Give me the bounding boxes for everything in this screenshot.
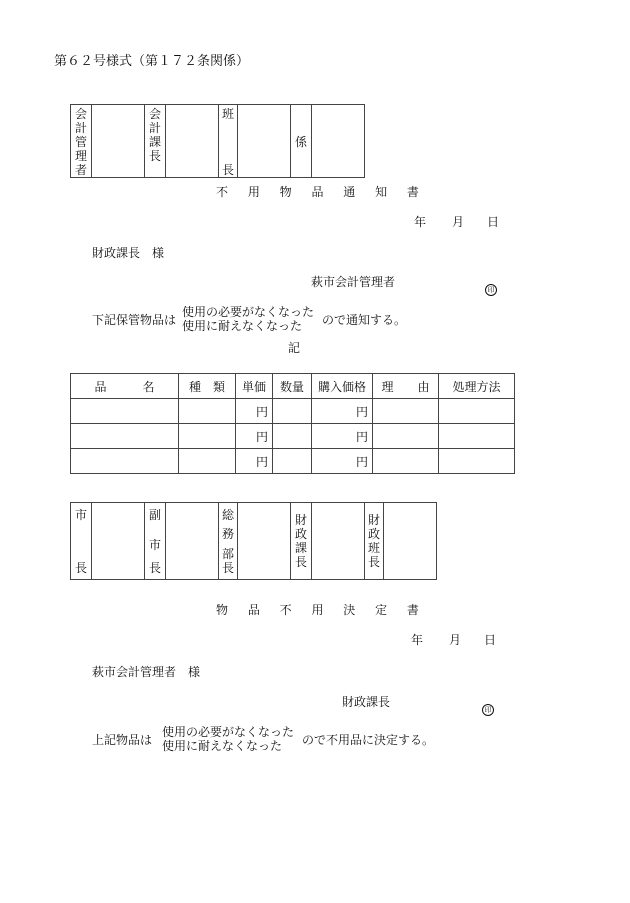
notice-title: 不 用 物 品 通 知 書 <box>216 185 427 199</box>
header-unit-price: 単価 <box>236 374 273 399</box>
notice-date-month: 月 <box>452 215 465 229</box>
cell-unit-price[interactable]: 円 <box>236 449 273 474</box>
stamp-label-hancho: 班 長 <box>219 105 238 178</box>
notice-sender: 萩市会計管理者 <box>311 275 396 289</box>
cell-quantity[interactable] <box>273 399 312 424</box>
stamp-box-zaisei-kacho[interactable] <box>312 503 365 580</box>
stamp-box-kakari[interactable] <box>312 105 365 178</box>
stamp-label-fuku-shicho: 副 市 長 <box>145 503 166 580</box>
decision-options <box>162 725 294 753</box>
top-approval-table <box>70 104 365 178</box>
stamp-box-zaisei-hancho[interactable] <box>384 503 437 580</box>
cell-kind[interactable] <box>179 399 236 424</box>
notice-date-year: 年 <box>414 215 427 229</box>
stamp-label-zaisei-hancho: 財 政 班 長 <box>365 503 384 580</box>
cell-reason[interactable] <box>373 399 439 424</box>
notice-options <box>182 305 314 333</box>
cell-disposal[interactable] <box>439 399 515 424</box>
stamp-label-kaikei-kanrisha: 会 計 管 理 者 <box>71 105 92 178</box>
notice-addressee: 財政課長 様 <box>92 246 165 260</box>
header-item-name: 品 名 <box>71 374 179 399</box>
header-reason: 理 由 <box>373 374 439 399</box>
notice-lead: 下記保管物品は <box>92 313 177 327</box>
stamp-label-shicho: 市 長 <box>71 503 92 580</box>
cell-purchase-price[interactable]: 円 <box>312 424 373 449</box>
cell-purchase-price[interactable]: 円 <box>312 399 373 424</box>
cell-purchase-price[interactable]: 円 <box>312 449 373 474</box>
notice-tail: ので通知する。 <box>322 313 407 327</box>
cell-quantity[interactable] <box>273 424 312 449</box>
cell-item-name[interactable] <box>71 449 179 474</box>
cell-reason[interactable] <box>373 449 439 474</box>
stamp-box-somu-bucho[interactable] <box>238 503 291 580</box>
header-kind: 種 類 <box>179 374 236 399</box>
cell-kind[interactable] <box>179 449 236 474</box>
header-quantity: 数量 <box>273 374 312 399</box>
decision-lead: 上記物品は <box>92 733 153 747</box>
decision-date-year: 年 <box>411 633 424 647</box>
stamp-box-kaikei-kanrisha[interactable] <box>92 105 145 178</box>
cell-kind[interactable] <box>179 424 236 449</box>
notice-option-1: 使用の必要がなくなった <box>182 305 315 319</box>
stamp-box-hancho[interactable] <box>238 105 291 178</box>
table-row <box>71 424 515 449</box>
decision-option-1: 使用の必要がなくなった <box>162 725 295 739</box>
stamp-box-fuku-shicho[interactable] <box>166 503 219 580</box>
stamp-box-kaikei-kacho[interactable] <box>166 105 219 178</box>
decision-title: 物 品 不 用 決 定 書 <box>216 603 427 617</box>
decision-option-2: 使用に耐えなくなった <box>162 739 283 753</box>
decision-date-day: 日 <box>484 633 497 647</box>
stamp-box-shicho[interactable] <box>92 503 145 580</box>
notice-date-day: 日 <box>487 215 500 229</box>
seal-icon: 印 <box>485 277 497 296</box>
decision-addressee: 萩市会計管理者 様 <box>92 665 201 679</box>
notice-ki: 記 <box>288 341 301 355</box>
cell-unit-price[interactable]: 円 <box>236 399 273 424</box>
header-purchase-price: 購入価格 <box>312 374 373 399</box>
cell-disposal[interactable] <box>439 449 515 474</box>
notice-option-2: 使用に耐えなくなった <box>182 319 303 333</box>
decision-tail: ので不用品に決定する。 <box>302 733 435 747</box>
items-table <box>70 373 515 474</box>
stamp-label-zaisei-kacho: 財 政 課 長 <box>291 503 312 580</box>
stamp-label-kakari: 係 <box>291 105 312 178</box>
bottom-approval-table <box>70 502 437 580</box>
cell-item-name[interactable] <box>71 424 179 449</box>
stamp-label-somu-bucho: 総 務 部 長 <box>219 503 238 580</box>
table-row <box>71 399 515 424</box>
decision-date-month: 月 <box>449 633 462 647</box>
cell-disposal[interactable] <box>439 424 515 449</box>
header-disposal: 処理方法 <box>439 374 515 399</box>
stamp-label-kaikei-kacho: 会 計 課 長 <box>145 105 166 178</box>
cell-unit-price[interactable]: 円 <box>236 424 273 449</box>
items-header-row <box>71 374 515 399</box>
decision-sender: 財政課長 <box>342 695 391 709</box>
cell-quantity[interactable] <box>273 449 312 474</box>
table-row <box>71 449 515 474</box>
seal-icon: 印 <box>482 697 494 716</box>
cell-item-name[interactable] <box>71 399 179 424</box>
form-number: 第６２号様式（第１７２条関係） <box>54 54 250 69</box>
cell-reason[interactable] <box>373 424 439 449</box>
